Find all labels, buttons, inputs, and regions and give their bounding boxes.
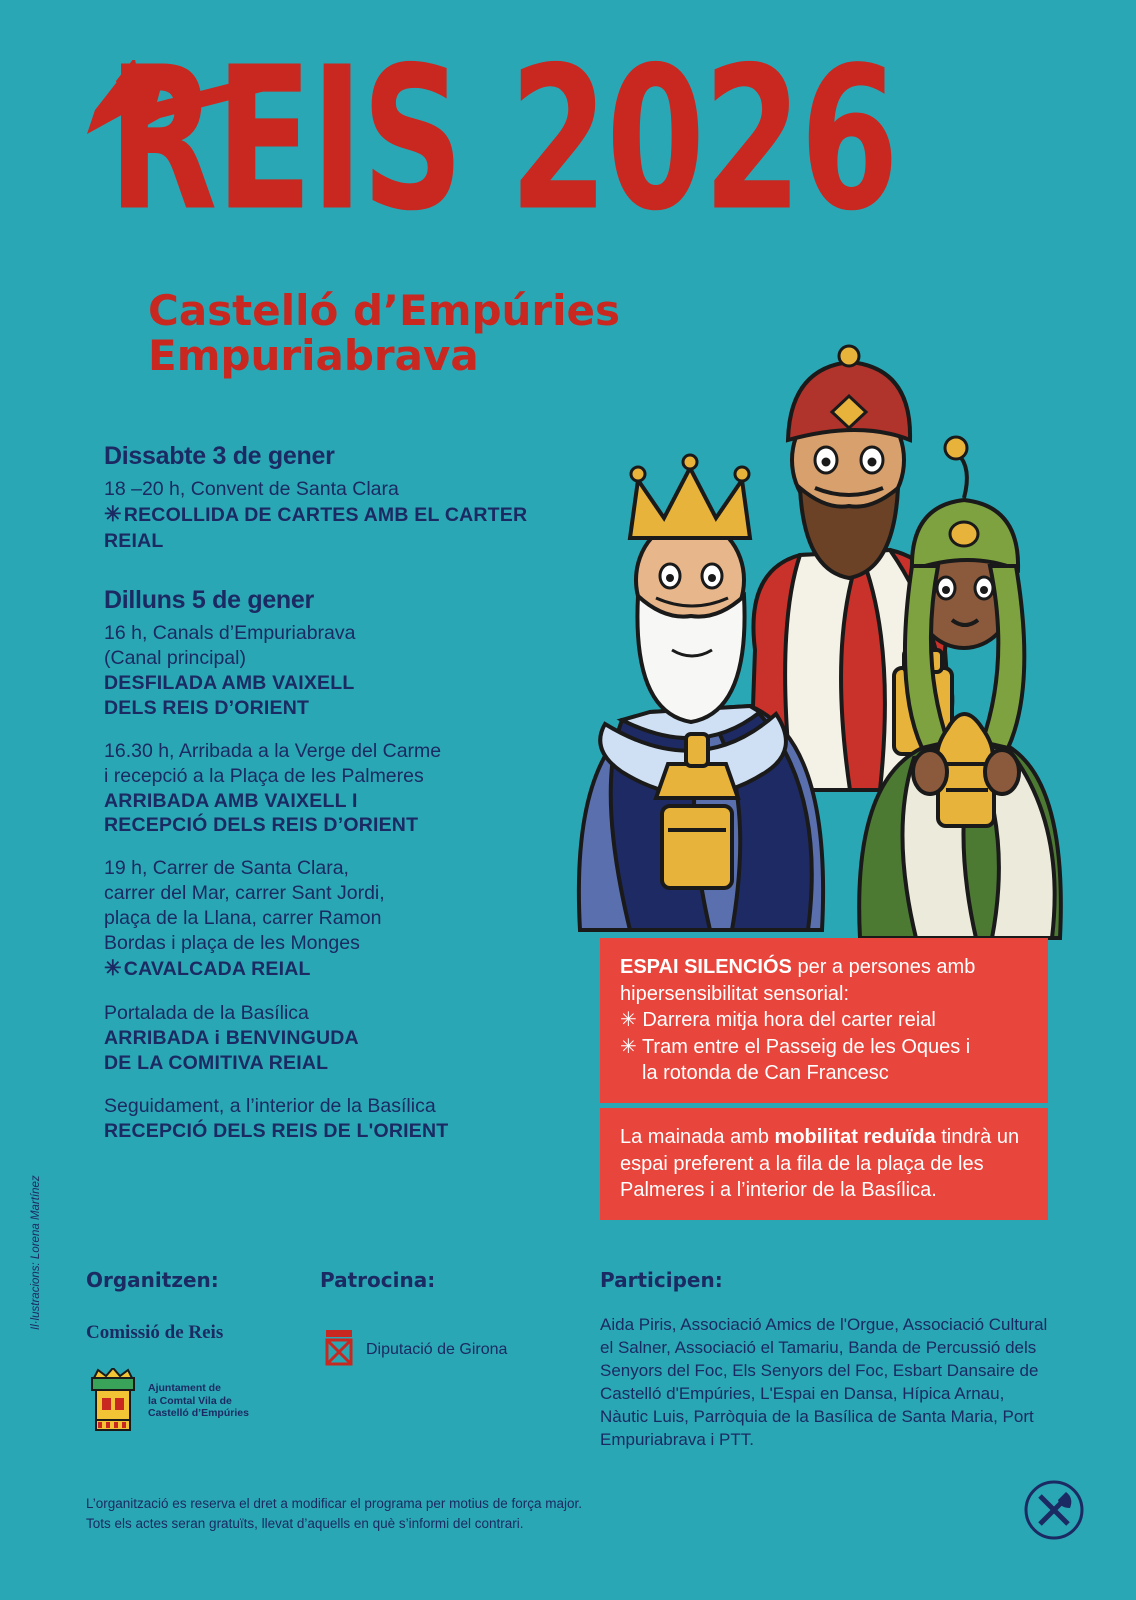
silent-space-bullet-2-cont: la rotonda de Can Francesc: [642, 1062, 889, 1085]
event-title: [104, 956, 574, 983]
program-event: [104, 1094, 574, 1144]
mobility-bold: mobilitat reduïda: [774, 1126, 936, 1148]
event-title-2: DELS REIS D’ORIENT: [104, 696, 310, 719]
event-location: Seguidament, a l’interior de la Basílica: [104, 1094, 436, 1117]
title-block: [60, 25, 1060, 255]
asterisk-icon: ✳: [104, 957, 122, 981]
silent-space-bullet-1: ✳ Darrera mitja hora del carter reial: [620, 1009, 936, 1032]
event-title: ARRIBADA i BENVINGUDA: [104, 1027, 359, 1050]
event-title-2: RECEPCIÓ DELS REIS D’ORIENT: [104, 814, 419, 837]
legal-notice: [86, 1494, 706, 1535]
event-title-text: RECOLLIDA DE CARTES AMB EL CARTER REIAL: [104, 503, 528, 552]
event-time-2: carrer del Mar, carrer Sant Jordi,: [104, 882, 385, 905]
event-time: 16 h, Canals d’Empuriabrava: [104, 621, 356, 644]
illustration-credit: Il·lustracions: Lorena Martínez: [30, 1175, 42, 1330]
silent-space-text: [620, 954, 1030, 1087]
silent-space-line2: hipersensibilitat sensorial:: [620, 982, 850, 1005]
program-list: [104, 442, 574, 1162]
ajuntament-line-3: Castelló d’Empúries: [148, 1407, 249, 1420]
subtitle-area: Empuriabrava: [148, 331, 479, 381]
participants-column: [600, 1268, 1048, 1452]
sponsor-column: [320, 1268, 570, 1374]
reduced-mobility-box: [600, 1108, 1048, 1220]
mobility-pre: La mainada amb: [620, 1126, 775, 1148]
event-time-4: Bordas i plaça de les Monges: [104, 932, 360, 955]
event-title-text: CAVALCADA REIAL: [123, 958, 311, 981]
program-event: [104, 621, 574, 721]
x-brand-logo-icon: [1022, 1478, 1086, 1542]
event-time-extra: (Canal principal): [104, 646, 246, 669]
event-title: [104, 502, 574, 554]
silent-space-lead-line: [620, 954, 1030, 981]
page-title: REIS 2026: [108, 25, 897, 255]
silent-space-box: [600, 938, 1048, 1103]
diputacio-logo-icon: [320, 1326, 358, 1374]
ajuntament-line-2: la Comtal Vila de: [148, 1394, 232, 1407]
ajuntament-crest-icon: [86, 1368, 140, 1434]
subtitle-block: [104, 288, 620, 379]
program-event: [104, 739, 574, 839]
legal-line-1: L’organització es reserva el dret a modificar el programa per motius de força major.: [86, 1496, 582, 1511]
silent-space-bullet-2-text: Tram entre el Passeig de les Oques i: [641, 1035, 971, 1058]
event-time: 18 –20 h, Convent de Santa Clara: [104, 478, 399, 500]
legal-line-2: Tots els actes seran gratuïts, llevat d’aquells en què s’informi del contrari.: [86, 1516, 524, 1532]
diputacio-row: [320, 1326, 570, 1374]
diputacio-name: Diputació de Girona: [366, 1341, 508, 1358]
asterisk-icon: ✳: [104, 502, 122, 526]
ajuntament-logo-row: [86, 1368, 306, 1434]
event-time-extra: i recepció a la Plaça de les Palmeres: [104, 764, 424, 787]
mobility-rest: tindrà un espai preferent a la fila de la plaça de les Palmeres i a l’interior de la Basílica.: [620, 1126, 1020, 1202]
three-kings-illustration: [560, 320, 1080, 940]
event-time-3: plaça de la Llana, carrer Ramon: [104, 907, 382, 930]
program-event: [104, 1001, 574, 1076]
organizer-name: Comissió de Reis: [86, 1322, 224, 1343]
event-title: DESFILADA AMB VAIXELL: [104, 671, 355, 694]
event-title-2: DE LA COMITIVA REIAL: [104, 1052, 329, 1074]
participants-text: Aida Piris, Associació Amics de l'Orgue, Associació Cultural el Salner, Associació el Tamariu, Banda de Percussió dels Senyors del Foc, Els Senyors del Foc, Esbart Dansaire de Castelló d'Empúries, L'Espai en Dansa, Hípica Arnau, Nàutic Luis, Parròquia de la Basílica de Santa Maria, Port Empuriabrava i PTT.: [600, 1315, 1048, 1449]
organizers-column: [86, 1268, 306, 1434]
sponsor-heading: Patrocina:: [320, 1268, 436, 1292]
event-location: Portalada de la Basílica: [104, 1002, 309, 1025]
program-day: [104, 586, 574, 1144]
subtitle-town: Castelló d’Empúries: [148, 286, 621, 335]
event-title: RECEPCIÓ DELS REIS DE L'ORIENT: [104, 1119, 449, 1142]
day-heading: Dilluns 5 de gener: [104, 585, 314, 614]
program-event: [104, 477, 574, 554]
organizers-heading: Organitzen:: [86, 1268, 219, 1292]
silent-space-bullet-2: ✳ Tram entre el Passeig de les Oques i: [620, 1035, 971, 1058]
event-title: ARRIBADA AMB VAIXELL I: [104, 789, 358, 812]
day-heading: Dissabte 3 de gener: [104, 442, 335, 470]
event-time: 19 h, Carrer de Santa Clara,: [104, 857, 349, 880]
silent-space-bullet-1-text: Darrera mitja hora del carter reial: [642, 1009, 936, 1032]
program-event: [104, 856, 574, 983]
reduced-mobility-text: [620, 1124, 1030, 1204]
participants-heading: Participen:: [600, 1268, 723, 1292]
silent-space-lead: ESPAI SILENCIÓS: [620, 956, 792, 978]
ajuntament-line-1: Ajuntament de: [148, 1382, 221, 1395]
silent-space-lead-rest: per a persones amb: [791, 956, 976, 978]
ajuntament-name: [148, 1382, 249, 1420]
program-day: [104, 442, 574, 554]
event-time: 16.30 h, Arribada a la Verge del Carme: [104, 739, 442, 762]
